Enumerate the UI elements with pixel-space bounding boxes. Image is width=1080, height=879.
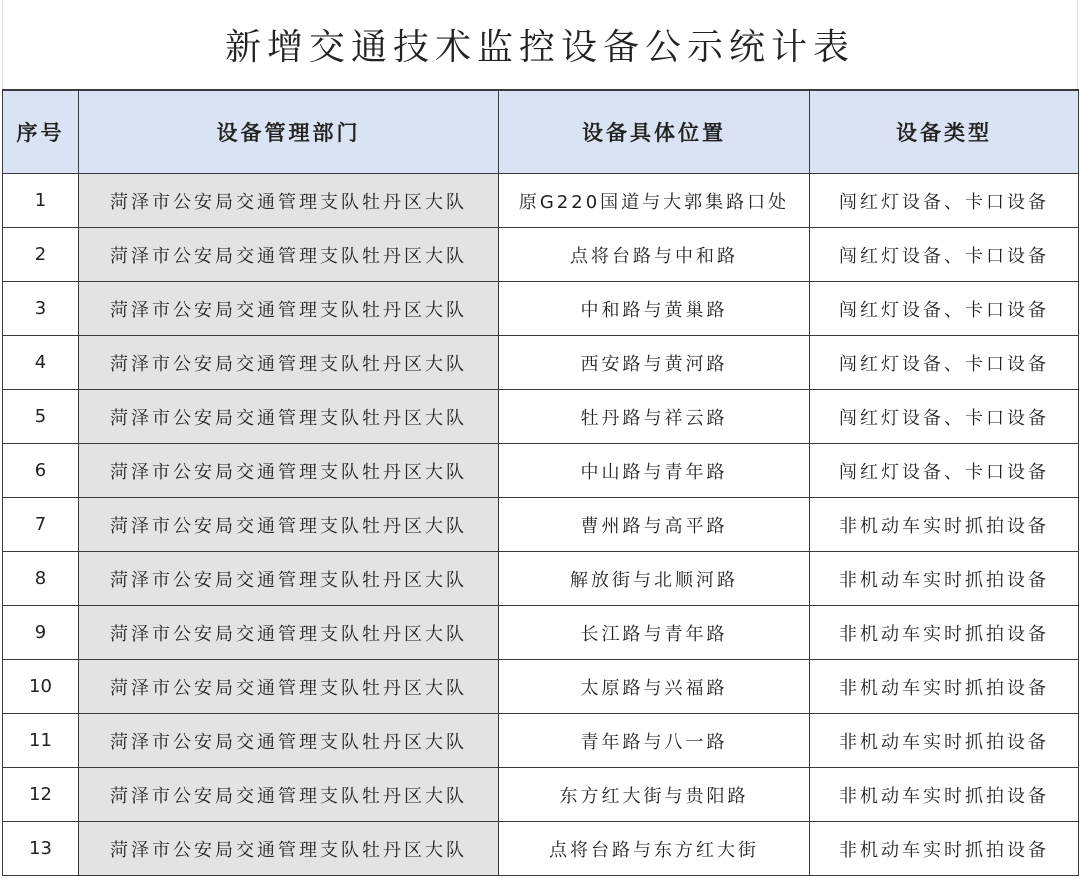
stats-table <box>2 89 1079 876</box>
cell-location: 青年路与八一路 <box>499 714 810 768</box>
cell-dept: 菏泽市公安局交通管理支队牡丹区大队 <box>79 768 499 822</box>
cell-type: 闯红灯设备、卡口设备 <box>810 336 1079 390</box>
cell-location: 中山路与青年路 <box>499 444 810 498</box>
cell-type: 闯红灯设备、卡口设备 <box>810 174 1079 228</box>
cell-no: 10 <box>3 660 79 714</box>
cell-type: 闯红灯设备、卡口设备 <box>810 390 1079 444</box>
cell-no: 11 <box>3 714 79 768</box>
cell-no: 2 <box>3 228 79 282</box>
cell-type: 非机动车实时抓拍设备 <box>810 660 1079 714</box>
header-row <box>3 90 1079 174</box>
table-row <box>3 660 1079 714</box>
cell-type: 非机动车实时抓拍设备 <box>810 498 1079 552</box>
cell-no: 6 <box>3 444 79 498</box>
cell-type: 非机动车实时抓拍设备 <box>810 606 1079 660</box>
cell-location: 点将台路与中和路 <box>499 228 810 282</box>
cell-no: 8 <box>3 552 79 606</box>
table-row <box>3 768 1079 822</box>
table-row <box>3 606 1079 660</box>
cell-no: 12 <box>3 768 79 822</box>
table-row <box>3 714 1079 768</box>
cell-dept: 菏泽市公安局交通管理支队牡丹区大队 <box>79 174 499 228</box>
cell-type: 非机动车实时抓拍设备 <box>810 768 1079 822</box>
cell-location: 原G220国道与大郭集路口处 <box>499 174 810 228</box>
cell-type: 非机动车实时抓拍设备 <box>810 552 1079 606</box>
cell-dept: 菏泽市公安局交通管理支队牡丹区大队 <box>79 444 499 498</box>
table-row <box>3 336 1079 390</box>
header-dept: 设备管理部门 <box>79 90 499 174</box>
table-row <box>3 444 1079 498</box>
table-row <box>3 552 1079 606</box>
cell-no: 13 <box>3 822 79 876</box>
cell-dept: 菏泽市公安局交通管理支队牡丹区大队 <box>79 336 499 390</box>
header-type: 设备类型 <box>810 90 1079 174</box>
cell-no: 3 <box>3 282 79 336</box>
cell-dept: 菏泽市公安局交通管理支队牡丹区大队 <box>79 228 499 282</box>
cell-location: 东方红大街与贵阳路 <box>499 768 810 822</box>
table-header <box>3 90 1079 174</box>
table-row <box>3 282 1079 336</box>
cell-dept: 菏泽市公安局交通管理支队牡丹区大队 <box>79 552 499 606</box>
cell-location: 长江路与青年路 <box>499 606 810 660</box>
table-row <box>3 822 1079 876</box>
cell-dept: 菏泽市公安局交通管理支队牡丹区大队 <box>79 606 499 660</box>
cell-type: 闯红灯设备、卡口设备 <box>810 282 1079 336</box>
cell-location: 点将台路与东方红大街 <box>499 822 810 876</box>
cell-dept: 菏泽市公安局交通管理支队牡丹区大队 <box>79 660 499 714</box>
table-row <box>3 228 1079 282</box>
table-row <box>3 498 1079 552</box>
table-row <box>3 174 1079 228</box>
table-body <box>3 174 1079 876</box>
cell-type: 闯红灯设备、卡口设备 <box>810 228 1079 282</box>
cell-dept: 菏泽市公安局交通管理支队牡丹区大队 <box>79 498 499 552</box>
cell-no: 5 <box>3 390 79 444</box>
cell-no: 4 <box>3 336 79 390</box>
cell-location: 中和路与黄巢路 <box>499 282 810 336</box>
cell-location: 曹州路与高平路 <box>499 498 810 552</box>
page-title: 新增交通技术监控设备公示统计表 <box>224 27 855 68</box>
cell-location: 太原路与兴福路 <box>499 660 810 714</box>
header-location: 设备具体位置 <box>499 90 810 174</box>
cell-location: 解放街与北顺河路 <box>499 552 810 606</box>
cell-no: 9 <box>3 606 79 660</box>
cell-dept: 菏泽市公安局交通管理支队牡丹区大队 <box>79 390 499 444</box>
cell-no: 7 <box>3 498 79 552</box>
title-row <box>2 0 1078 89</box>
cell-dept: 菏泽市公安局交通管理支队牡丹区大队 <box>79 714 499 768</box>
table-row <box>3 390 1079 444</box>
cell-type: 非机动车实时抓拍设备 <box>810 714 1079 768</box>
cell-no: 1 <box>3 174 79 228</box>
cell-type: 非机动车实时抓拍设备 <box>810 822 1079 876</box>
header-no: 序号 <box>3 90 79 174</box>
cell-location: 牡丹路与祥云路 <box>499 390 810 444</box>
cell-dept: 菏泽市公安局交通管理支队牡丹区大队 <box>79 822 499 876</box>
cell-location: 西安路与黄河路 <box>499 336 810 390</box>
cell-dept: 菏泽市公安局交通管理支队牡丹区大队 <box>79 282 499 336</box>
cell-type: 闯红灯设备、卡口设备 <box>810 444 1079 498</box>
